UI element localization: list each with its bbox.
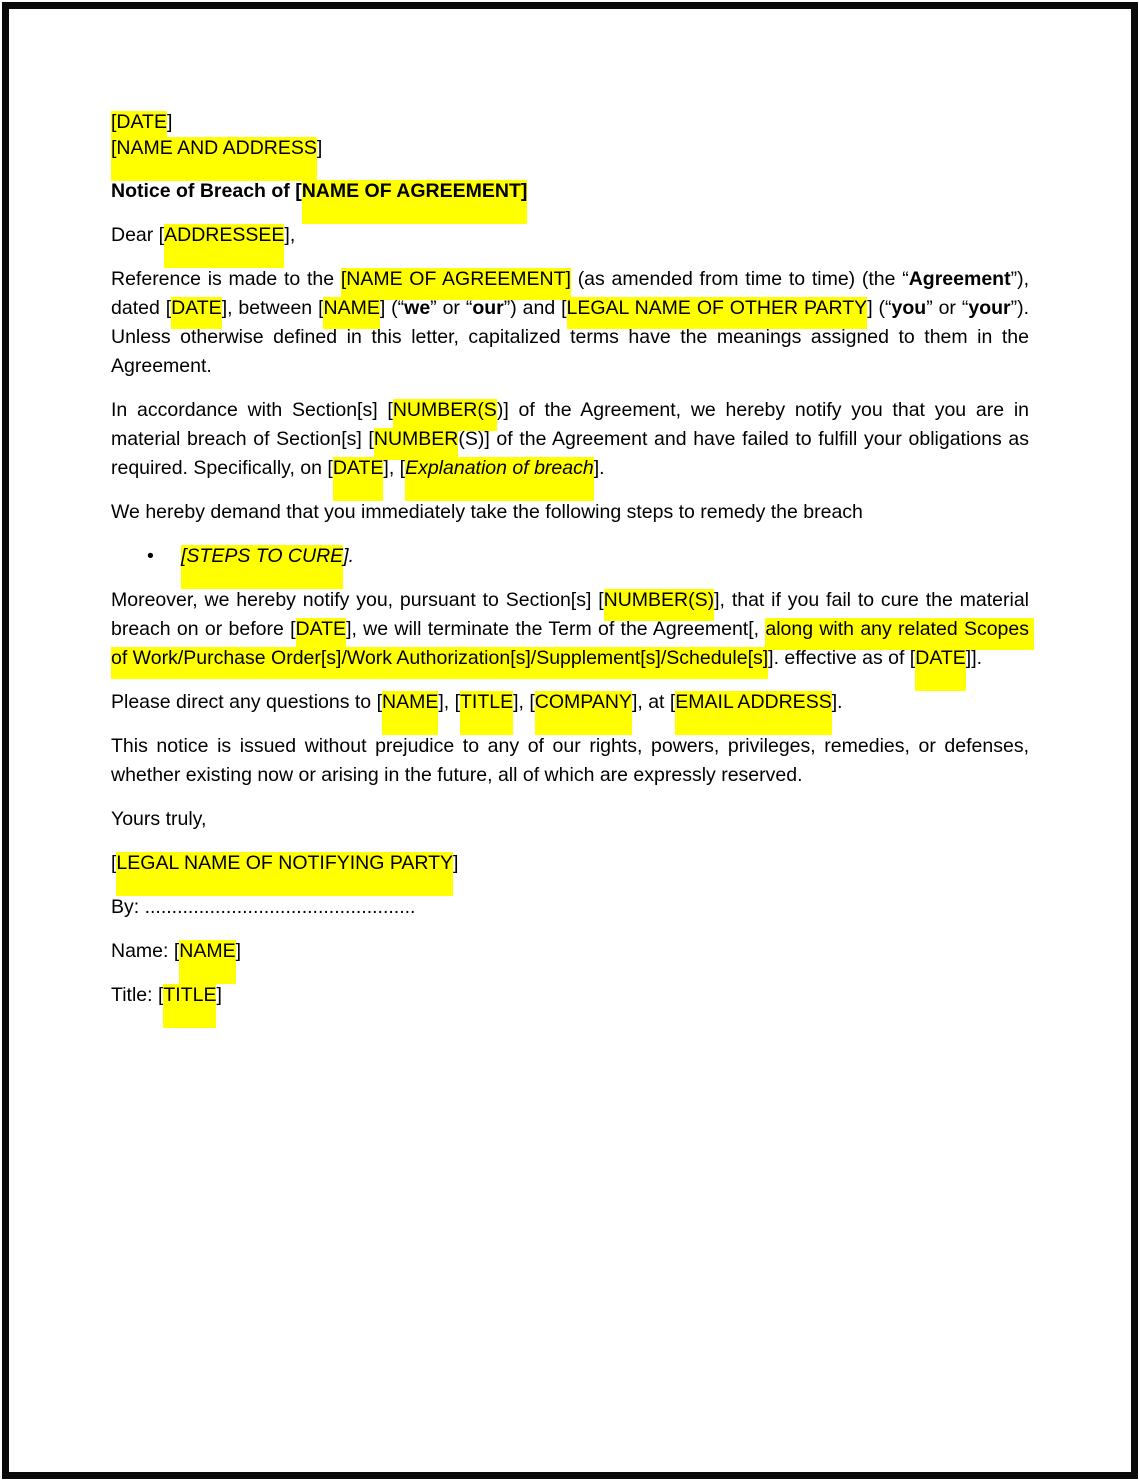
text-run: Moreover, we hereby notify you, pursuant to Section[s] [ (111, 589, 604, 611)
breach-notification-paragraph (111, 396, 1035, 483)
text-run: ] (316, 137, 323, 159)
demand-line (111, 498, 1029, 527)
text-run: ] (“ (379, 297, 405, 319)
text-run: ”), dated [ (111, 268, 1035, 319)
text-run: Reference is made to the (111, 268, 341, 290)
text-run: By: .................................................. (111, 896, 416, 918)
text-run: Dear [ (111, 224, 165, 246)
text-run: Agreement (908, 268, 1011, 290)
highlight-placeholder: [DATE (111, 111, 167, 143)
text-run: Yours truly, (111, 808, 207, 830)
text-run: Notice of Breach of [ (111, 180, 302, 202)
salutation (111, 221, 1029, 250)
text-run: ], [ (383, 457, 406, 479)
reservation-paragraph (111, 732, 1035, 790)
highlight-placeholder: NUMBER(S (393, 399, 497, 431)
highlight-placeholder: along with any related Scopes of Work/Purchase Order[s]/Work Authorization[s]/Supplement[s]/Schedule[s] (111, 618, 1034, 679)
text-run: we (404, 297, 431, 319)
text-run: ] (“ (867, 297, 892, 319)
highlight-placeholder: DATE (171, 297, 222, 329)
text-run: ] (453, 852, 459, 874)
highlight-placeholder: NUMBER(S) (604, 589, 715, 621)
highlight-placeholder: DATE (296, 618, 347, 650)
text-run: ] (166, 111, 173, 133)
recipient-block (111, 109, 1029, 161)
highlight-placeholder: Explanation of breach (405, 457, 594, 501)
highlight-placeholder: NAME OF AGREEMENT] (302, 180, 528, 224)
highlight-placeholder: LEGAL NAME OF OTHER PARTY (567, 297, 868, 329)
name-line (111, 937, 1029, 966)
highlight-placeholder: ADDRESSEE (164, 224, 284, 268)
text-run: ”) and [ (503, 297, 567, 319)
highlight-placeholder: [STEPS TO CURE (181, 545, 343, 589)
text-run: Name: [ (111, 940, 180, 962)
highlight-placeholder: NUMBER (374, 428, 459, 460)
highlight-placeholder: NAME (179, 940, 235, 984)
bullet-marker-icon: • (147, 545, 154, 567)
highlight-placeholder: DATE (333, 457, 384, 501)
text-run: ], between [ (221, 297, 324, 319)
title-line (111, 981, 1029, 1010)
text-run: ]. effective as of [ (768, 647, 916, 669)
text-run: ], we will terminate the Term of the Agreement[, (346, 618, 766, 640)
text-run: ], that if you fail to cure the material breach on or before [ (111, 589, 1035, 640)
highlight-placeholder: LEGAL NAME OF NOTIFYING PARTY (116, 852, 453, 896)
text-run: ” or “ (430, 297, 473, 319)
letter-body (111, 109, 1035, 1010)
text-run: ]]. (965, 647, 983, 669)
text-run: ] (235, 940, 242, 962)
text-run: In accordance with Section[s] [ (111, 399, 393, 421)
highlight-placeholder: DATE (915, 647, 966, 691)
highlight-placeholder: [NAME AND ADDRESS (111, 137, 317, 181)
text-run: ” or “ (926, 297, 969, 319)
reference-paragraph (111, 265, 1035, 381)
termination-paragraph (111, 586, 1035, 673)
text-run: We hereby demand that you immediately take the following steps to remedy the breach (111, 501, 863, 523)
highlight-placeholder: NAME (382, 691, 438, 735)
text-run: )] of the Agreement, we hereby notify you that you are in material breach of Section[s] [ (111, 399, 1035, 450)
notifying-party-line (111, 849, 1029, 878)
text-run: ], [ (513, 691, 535, 713)
highlight-placeholder: TITLE (163, 984, 216, 1028)
closing-line (111, 805, 1029, 834)
text-run: our (472, 297, 504, 319)
page-border (2, 2, 1138, 1479)
text-run: ], [ (438, 691, 461, 713)
text-run: (S)] of the Agreement and have failed to fulfill your obligations as required. Specifically, on [ (111, 428, 1035, 479)
steps-to-cure-bullet (111, 542, 1029, 571)
by-signature-line (111, 893, 1029, 922)
highlight-placeholder: NAME (323, 297, 379, 329)
highlight-placeholder: COMPANY (535, 691, 632, 735)
questions-paragraph (111, 688, 1029, 717)
highlight-placeholder: TITLE (460, 691, 513, 735)
text-run: ]. (831, 691, 843, 713)
text-run: [ (111, 852, 117, 874)
text-run: Please direct any questions to [ (111, 691, 382, 713)
highlight-placeholder: EMAIL ADDRESS (675, 691, 831, 735)
subject-line (111, 177, 1029, 206)
text-run: ]. (593, 457, 605, 479)
text-run: Title: [ (111, 984, 164, 1006)
text-run: your (968, 297, 1011, 319)
text-run: ”). Unless otherwise defined in this letter, capitalized terms have the meanings assigned to them in the Agreement. (111, 297, 1035, 377)
text-run: ], (284, 224, 296, 246)
highlight-placeholder: [NAME OF AGREEMENT] (341, 268, 571, 300)
text-run: (as amended from time to time) (the “ (570, 268, 909, 290)
text-run: ] (216, 984, 222, 1006)
text-run: ], at [ (631, 691, 676, 713)
text-run: you (891, 297, 927, 319)
text-run: ]. (343, 545, 355, 567)
text-run: This notice is issued without prejudice to any of our rights, powers, privileges, remedies, or defenses, whether existing now or arising in the future, all of which are expressly reserved. (111, 735, 1035, 786)
